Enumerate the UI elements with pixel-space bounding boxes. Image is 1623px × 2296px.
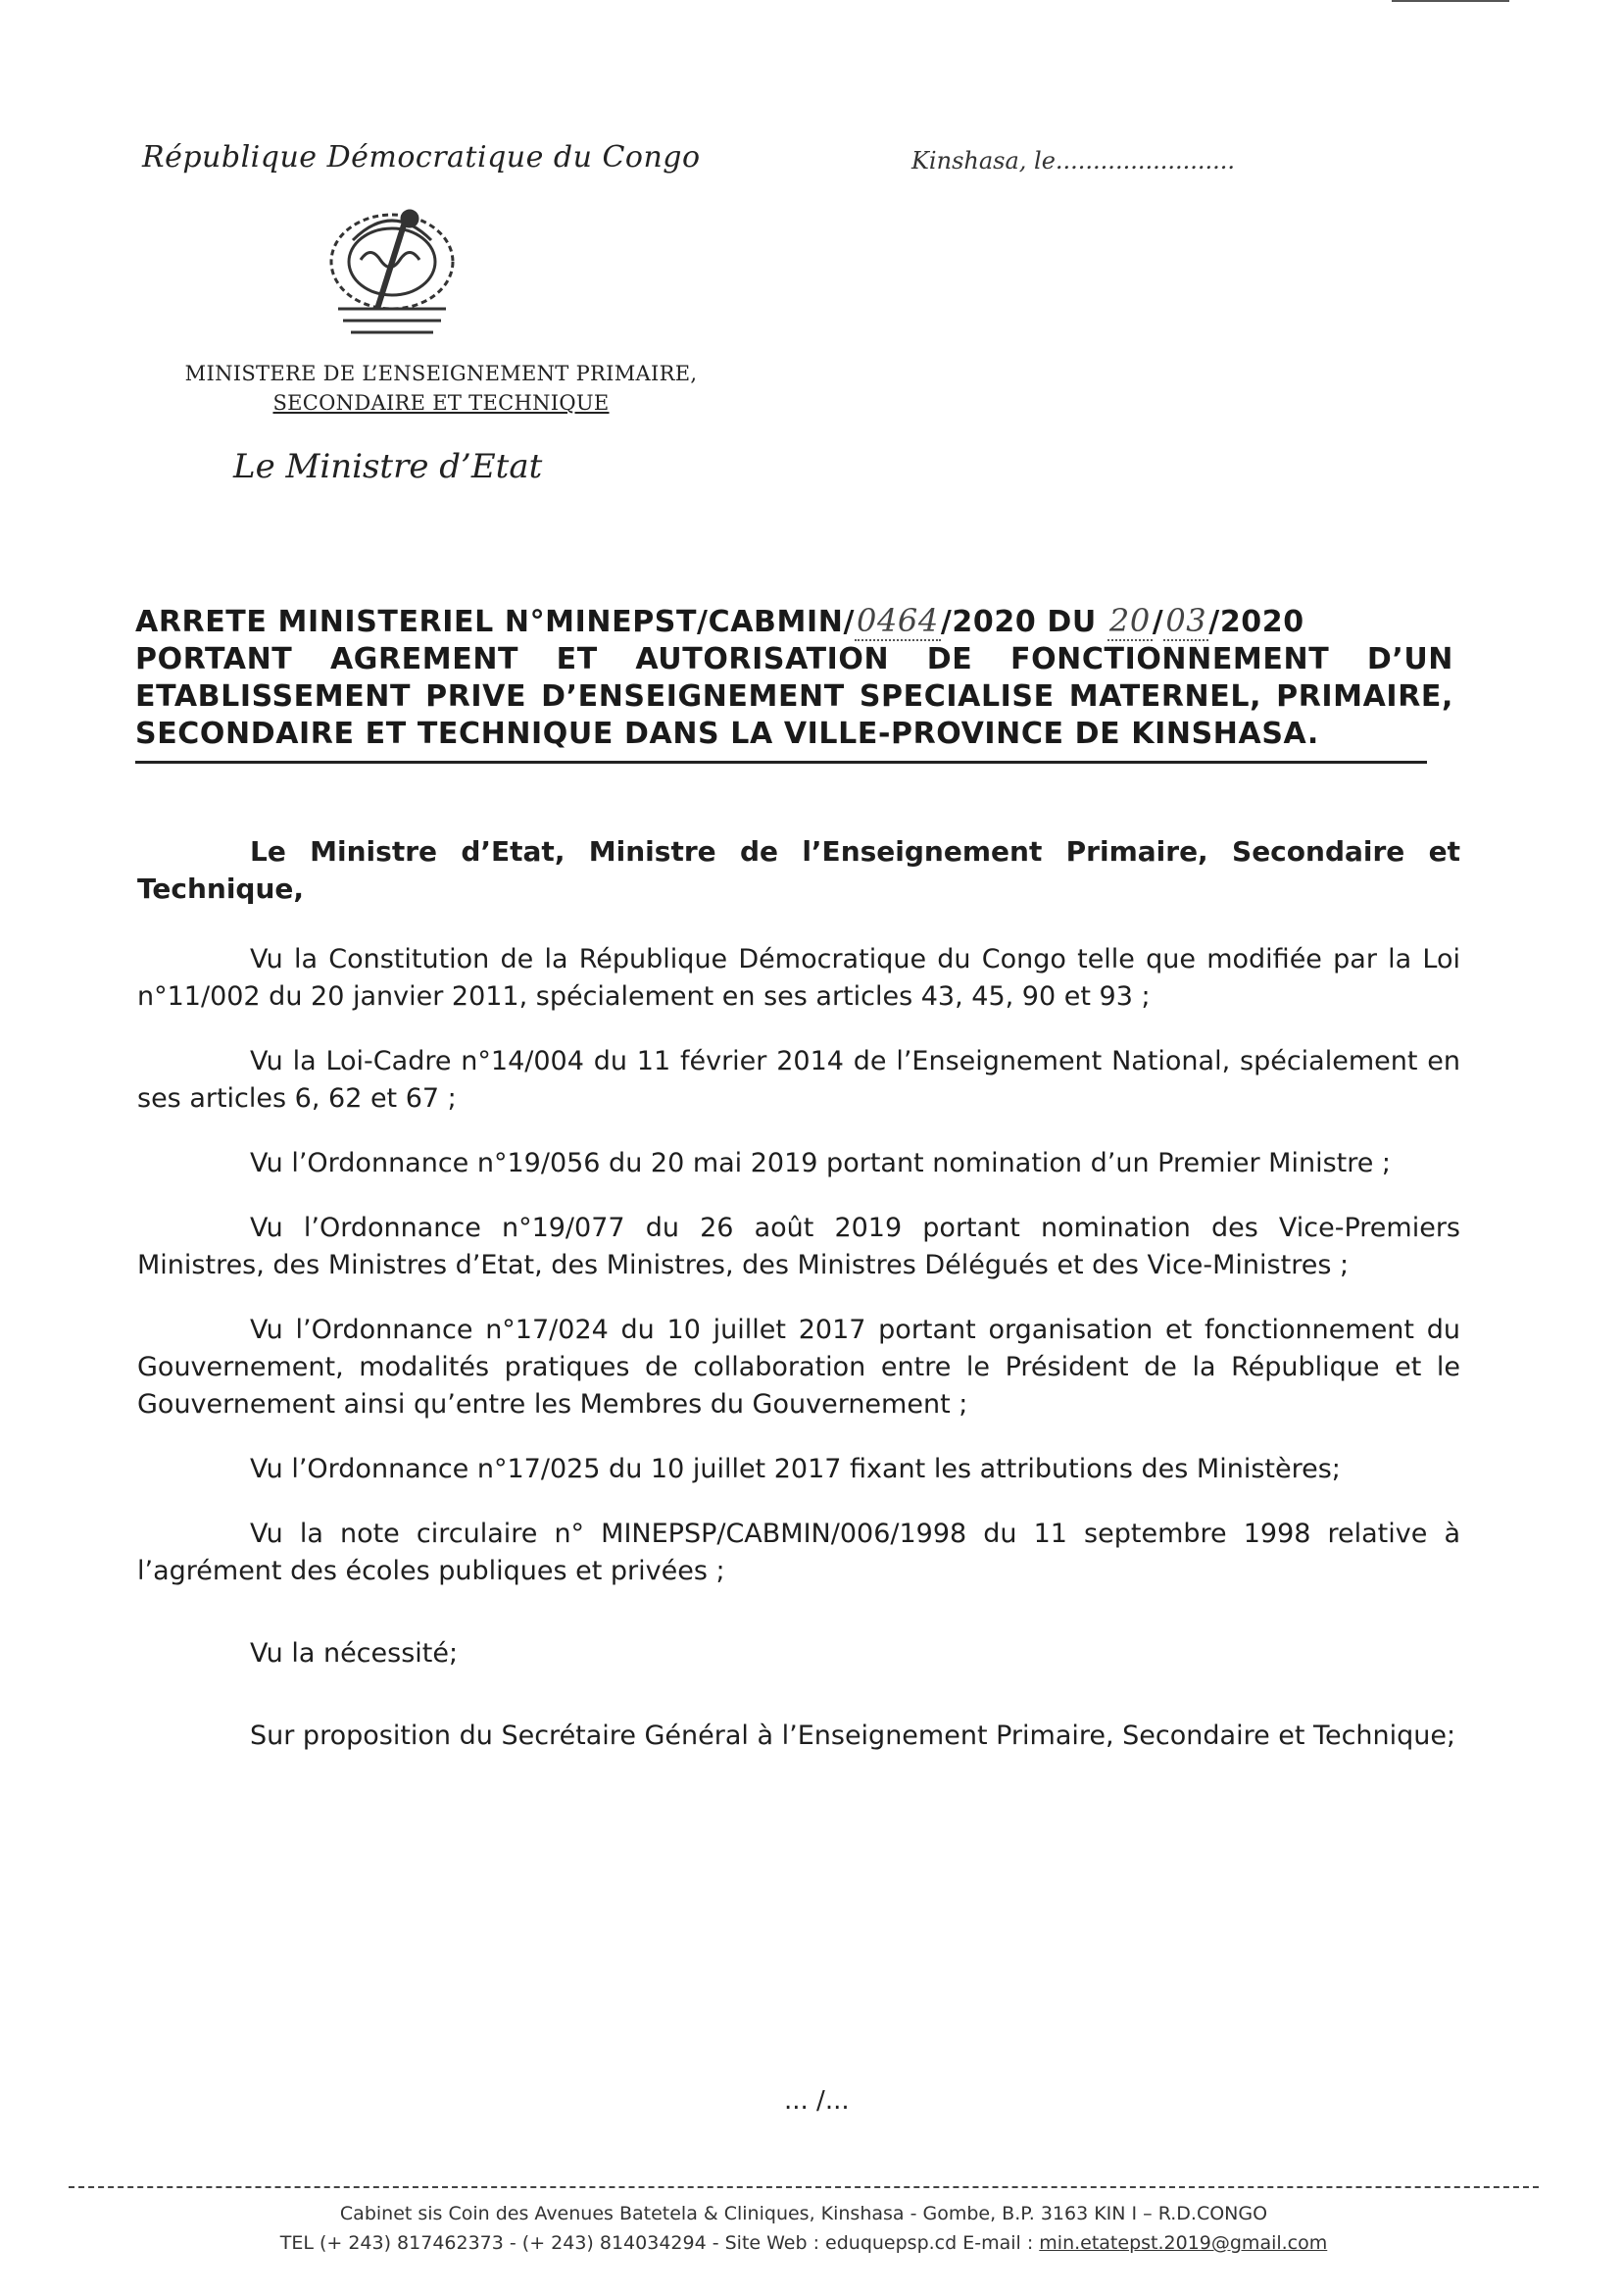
ministry-line-2: SECONDAIRE ET TECHNIQUE bbox=[272, 391, 610, 415]
decree-title-line-3: ETABLISSEMENT PRIVE D’ENSEIGNEMENT SPECIALISE MATERNEL, PRIMAIRE, bbox=[135, 679, 1453, 714]
scan-mark bbox=[1392, 0, 1509, 2]
decree-title bbox=[135, 602, 1453, 753]
country-name: République Démocratique du Congo bbox=[142, 140, 701, 175]
preamble-paragraph: Vu la nécessité; bbox=[250, 1638, 459, 1669]
footer-divider bbox=[69, 2186, 1539, 2188]
decree-body bbox=[137, 833, 1460, 1782]
footer-address: Cabinet sis Coin des Avenues Batetela & Cliniques, Kinshasa - Gombe, B.P. 3163 KIN I – R.D.CONGO bbox=[339, 2203, 1268, 2224]
decree-title-line-4: SECONDAIRE ET TECHNIQUE DANS LA VILLE-PROVINCE DE KINSHASA. bbox=[135, 717, 1319, 751]
preamble-paragraph: Vu l’Ordonnance n°19/056 du 20 mai 2019 portant nomination d’un Premier Ministre ; bbox=[250, 1148, 1392, 1178]
preamble-paragraph: Sur proposition du Secrétaire Général à l’Enseignement Primaire, Secondaire et Technique; bbox=[250, 1721, 1456, 1751]
continuation-mark: ... /... bbox=[784, 2086, 850, 2116]
footer bbox=[69, 2199, 1539, 2258]
minister-title: Le Ministre d’Etat bbox=[233, 447, 543, 486]
footer-email: min.etatepst.2019@gmail.com bbox=[1039, 2232, 1328, 2254]
preamble-paragraph: Vu l’Ordonnance n°19/077 du 26 août 2019 portant nomination des Vice-Premiers Ministres, des Ministres d’Etat, des Ministres, des Ministres Délégués et des Vice-Ministres ; bbox=[137, 1213, 1460, 1280]
handwritten-number: 0464 bbox=[857, 602, 939, 639]
decree-title-line-2: PORTANT AGREMENT ET AUTORISATION DE FONCTIONNEMENT D’UN bbox=[135, 642, 1453, 676]
preamble-paragraph: Vu l’Ordonnance n°17/024 du 10 juillet 2017 portant organisation et fonctionnement du Gouvernement, modalités pratiques de collaboration entre le Président de la République et le Gouvernement ainsi qu’entre les Membres du Gouvernement ; bbox=[137, 1315, 1460, 1420]
coat-of-arms-icon bbox=[314, 201, 470, 348]
preamble-paragraph: Vu la note circulaire n° MINEPSP/CABMIN/006/1998 du 11 septembre 1998 relative à l’agrément des écoles publiques et privées ; bbox=[137, 1519, 1460, 1586]
handwritten-day: 20 bbox=[1108, 602, 1151, 639]
preamble-paragraph: Vu la Loi-Cadre n°14/004 du 11 février 2014 de l’Enseignement National, spécialement en ses articles 6, 62 et 67 ; bbox=[137, 1046, 1460, 1114]
handwritten-month: 03 bbox=[1165, 602, 1207, 639]
preamble-minister: Le Ministre d’Etat, Ministre de l’Enseignement Primaire, Secondaire et Technique, bbox=[137, 835, 1460, 905]
place-date: Kinshasa, le........................ bbox=[911, 147, 1235, 175]
ministry-line-1: MINISTERE DE L’ENSEIGNEMENT PRIMAIRE, bbox=[184, 362, 698, 385]
title-underline bbox=[135, 761, 1427, 764]
footer-contact: TEL (+ 243) 817462373 - (+ 243) 814034294 - Site Web : eduquepsp.cd E-mail : min.etatepst.2019@gmail.com bbox=[279, 2232, 1328, 2254]
ministry-name bbox=[127, 359, 755, 418]
decree-number-line: ARRETE MINISTERIEL N°MINEPST/CABMIN/0464/2020 DU 20/03/2020 bbox=[135, 602, 1304, 639]
preamble-paragraph: Vu l’Ordonnance n°17/025 du 10 juillet 2017 fixant les attributions des Ministères; bbox=[250, 1454, 1341, 1484]
preamble-paragraph: Vu la Constitution de la République Démocratique du Congo telle que modifiée par la Loi n°11/002 du 20 janvier 2011, spécialement en ses articles 43, 45, 90 et 93 ; bbox=[137, 944, 1460, 1012]
